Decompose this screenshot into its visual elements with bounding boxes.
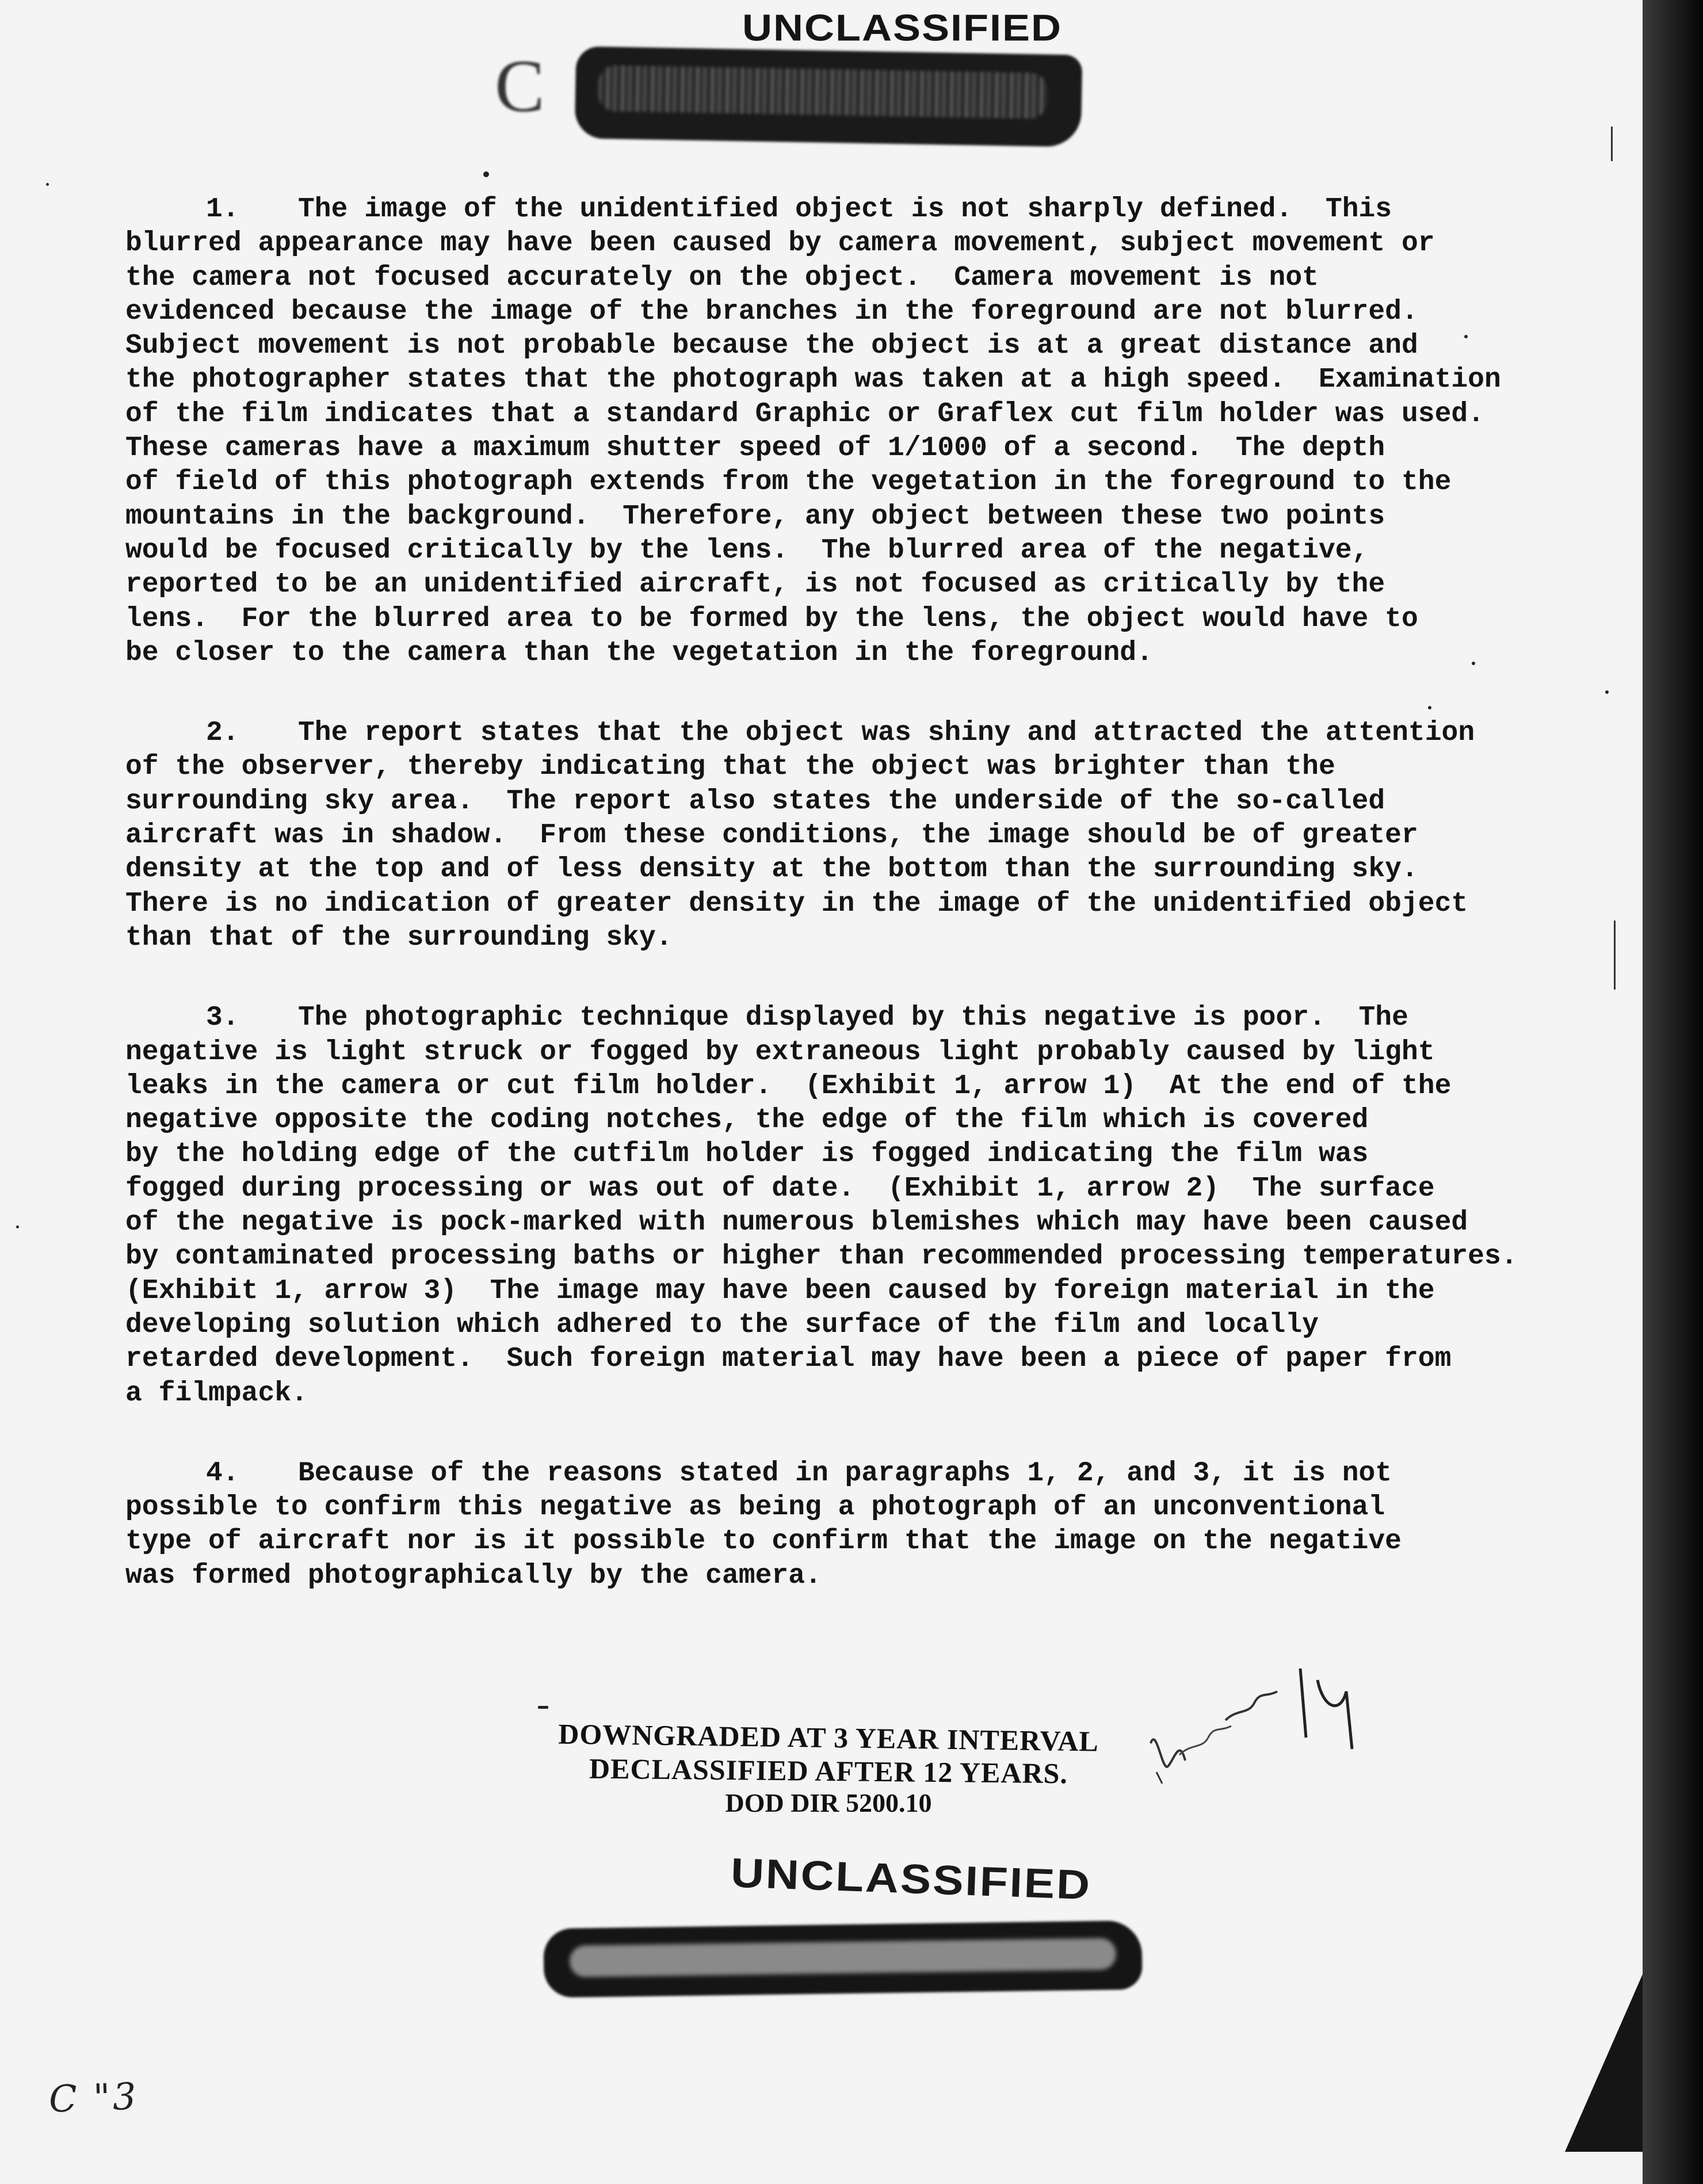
classification-stamp-bottom: UNCLASSIFIED [730,1849,1093,1908]
downgrade-line-1: DOWNGRADED AT 3 YEAR INTERVAL [558,1717,1099,1758]
paragraph-2 [125,716,1598,955]
speck [46,183,49,186]
paragraph-number: 4. [206,1457,239,1489]
speck [1611,127,1613,161]
paragraph-number: 2. [206,717,239,749]
downgrade-line-2: DECLASSIFIED AFTER 12 YEARS. [589,1752,1068,1790]
speck [1614,921,1616,990]
paragraph-number: 3. [206,1002,239,1034]
downgrade-line-3: DOD DIR 5200.10 [725,1788,932,1818]
corner-mark [1565,1968,1643,2152]
paragraph-4 [125,1457,1598,1593]
page-edge-shadow [1643,0,1703,2184]
handwritten-signature [1145,1657,1375,1795]
downgrade-stamp [506,1717,1151,1819]
speck [538,1706,548,1709]
speck [483,171,489,177]
redaction-texture-top [598,65,1047,119]
paragraph-text: The photographic technique displayed by this negative is poor. The negative is light struck or fogged by extraneous light probably caused by light leaks in the camera or cut film holder. (Exhibit 1, arrow 1) At the end of the negative opposite the coding notches, the edge of the film which is covered by the holding edge of the cutfilm holder is fogged indicating the film was fogged during processing or was out of date. (Exhibit 1, arrow 2) The surface of the negative is pock-marked with numerous blemishes which may have been caused by contaminated processing baths or higher than recommended processing temperatures. (Exhibit 1, arrow 3) The image may have been caused by foreign material in the developing solution which adhered to the surface of the film and locally retarded development. Such foreign material may have been a piece of paper from a filmpack. [125,1002,1518,1409]
paragraph-text: Because of the reasons stated in paragraphs 1, 2, and 3, it is not possible to confirm this negative as being a photograph of an unconventional type of aircraft nor is it possible to confirm that the image on the negative was formed photographically by the camera. [125,1457,1402,1591]
paragraph-text: The report states that the object was shiny and attracted the attention of the observer, thereby indicating that the object was brighter than the surrounding sky area. The report also states the underside of the so-called aircraft was in shadow. From these conditions, the image should be of greater density at the top and of less density at the bottom than the surrounding sky. There is no indication of greater density in the image of the unidentified object than that of the surrounding sky. [125,717,1475,953]
handwritten-page-note: C "3 [48,2075,139,2121]
paragraph-text: The image of the unidentified object is not sharply defined. This blurred appearance may have been caused by camera movement, subject movement or the camera not focused accurately on the object. Camera movement is not evidenced because the image of the branches in the foreground are not blurred. Subject movement is not probable because the object is at a great distance and the photographer states that the photograph was taken at a high speed. Examination of the film indicates that a standard Graphic or Graflex cut film holder was used. These cameras have a maximum shutter speed of 1/1000 of a second. The depth of field of this photograph extends from the vegetation in the foreground to the mountains in the background. Therefore, any object between these two points would be focused critically by the lens. The blurred area of the negative, reported to be an unidentified aircraft, is not focused as critically by the lens. For the blurred area to be formed by the lens, the object would have to be closer to the camera than the vegetation in the foreground. [125,194,1501,669]
paragraph-number: 1. [206,194,239,225]
redaction-fragment: C [495,45,545,128]
classification-stamp-top: UNCLASSIFIED [742,7,1063,49]
paragraph-1 [125,193,1598,670]
paragraph-3 [125,1001,1598,1411]
memo-body [125,193,1598,1639]
speck [1605,690,1609,694]
speck [16,1225,19,1228]
